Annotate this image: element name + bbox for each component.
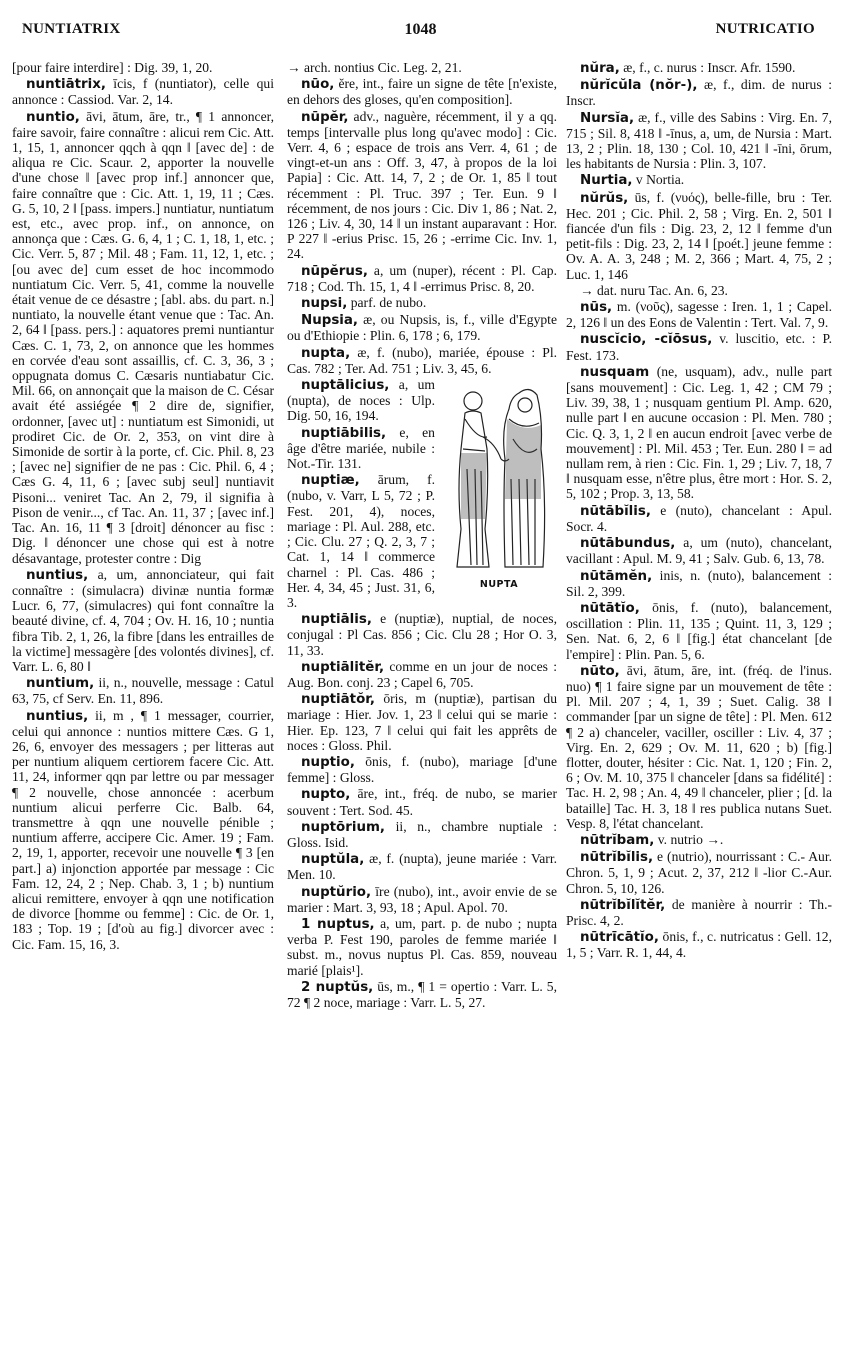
headword: nuptiālitĕr, [301, 659, 385, 675]
entry-text: parf. de nubo. [350, 295, 427, 311]
entry-text: [pour faire interdire] : Dig. 39, 1, 20. [12, 60, 213, 75]
page-header [14, 22, 827, 46]
dictionary-entry [12, 708, 274, 952]
headword: nuptiātŏr, [301, 692, 376, 708]
dictionary-entry [566, 331, 832, 362]
entry-text: īcis, f (nuntiator), celle qui annonce : Cassiod. Var. 2, 14. [12, 76, 274, 108]
headword: nuptŭrio, [301, 884, 372, 900]
entry-text: a, um (nuto), chancelant, vacillant : Apul. M. 9, 41 ; Salv. Gub. 6, 13, 78. [566, 535, 832, 567]
headword: Nursĭa, [580, 110, 635, 126]
entry-text: inis, n. (nuto), balancement : Sil. 2, 399. [566, 567, 832, 599]
headword: nuscĭcio, -cĭōsus, [580, 332, 713, 348]
headword: nūtābundus, [580, 536, 676, 552]
dictionary-entry [12, 675, 274, 706]
dictionary-entry [566, 299, 832, 330]
headword: nuptio, [301, 754, 355, 770]
dictionary-entry [566, 364, 832, 502]
entry-text: adv., naguère, récemment, il y a qq. temps [intervalle plus long qu'avec modo] : Cic. Verr. 4, 6 ; espace de trois ans Verr. 4, 61 ; de vingt-et-un ans : Off. 3, 47, à propos de la loi Papia] : Cic. Att. 14, 7, 2 ; de Or. 1, 85 ‖ tout récemment : Pl. Truc. 397 ; Ter. Eun. 9 ‖ récemment, de nos jours : Cic. Div 1, 86 ; Nat. 2, 126 ; Liv. 4, 30, 14 ‖ un instant auparavant : Hor. P 227 ‖ -erius Prisc. 15, 26 ; -errime Cic. Inv. 1, 24. [287, 108, 557, 262]
entry-text: e (nutrio), nourrissant : C.- Aur. Chron. 5, 1, 9 ; Acut. 2, 37, 212 ‖ -lior C.-Aur. Chron. 5, 10, 126. [566, 849, 832, 896]
headword: nuntius, [26, 567, 89, 583]
dictionary-entry [12, 109, 274, 566]
headword: nupto, [301, 787, 351, 803]
entry-text: ii, n., nouvelle, message : Catul 63, 75, cf Serv. En. 11, 896. [12, 675, 274, 707]
headword: nuptālicius, [301, 378, 390, 394]
nupta-engraving-icon [443, 379, 555, 575]
entry-text: comme en un jour de noces : Aug. Bon. conj. 23 ; Capel 6, 705. [287, 658, 557, 690]
figure-caption: NUPTA [479, 579, 519, 591]
dictionary-entry [287, 312, 557, 343]
entry-text: a, um (nuper), récent : Pl. Cap. 718 ; Cod. Th. 15, 1, 4 ‖ -errimus Prisc. 8, 20. [287, 262, 557, 294]
headword: nūtrīcātĭo, [580, 930, 659, 946]
entry-text: → dat. nuru Tac. An. 6, 23. [580, 282, 728, 298]
dictionary-entry [287, 659, 557, 690]
entry-text: m. (νοῦς), sagesse : Iren. 1, 1 ; Capel. 2, 126 ‖ un des Eons de Valentin : Tert. Val. 7, 9. [566, 299, 832, 331]
headword: nūpĕr, [301, 109, 349, 125]
dictionary-entry [287, 819, 557, 850]
headword: nuptiæ, [301, 473, 360, 489]
dictionary-entry [566, 600, 832, 662]
entry-text: v Nortia. [635, 172, 685, 188]
right-running-head: NUTRICATIO [715, 21, 815, 37]
headword: nūtātĭo, [580, 600, 640, 616]
entry-text: æ, f. (nupta), jeune mariée : Varr. Men. 10. [287, 851, 557, 883]
dictionary-entry [287, 295, 557, 311]
left-running-head: NUNTIATRIX [22, 21, 121, 37]
entry-text: ārum, f. (nubo, v. Varr, L 5, 72 ; P. Fest. 201, 4), noces, mariage : Pl. Aul. 288, etc. ; Cic. Clu. 27 ; Q. 2, 3, 7 ; Cat. 1, 14 ‖ commerce charnel : Pl. Cas. 486 ; Her. 4, 34, 45 ; Just. 31, 6, 3. [287, 472, 435, 610]
headword: 1 nuptus, [301, 916, 375, 932]
headword: nusquam [580, 364, 650, 380]
headword: nūo, [301, 77, 335, 93]
headword: nuptŭla, [301, 852, 365, 868]
headword: nŭrŭs, [580, 190, 629, 206]
dictionary-entry [287, 979, 557, 1010]
dictionary-entry [287, 109, 557, 262]
entry-text: e (nuto), chancelant : Apul. Socr. 4. [566, 502, 832, 534]
dictionary-entry [287, 76, 557, 107]
dictionary-entry [287, 916, 557, 978]
dictionary-entry [12, 76, 274, 107]
entry-text: īre (nubo), int., avoir envie de se marier : Mart. 3, 93, 18 ; Apul. Apol. 70. [287, 883, 557, 915]
headword: nuptiābilis, [301, 425, 387, 441]
entry-text: æ, f., dim. de nurus : Inscr. [566, 77, 832, 109]
dictionary-entry [566, 849, 832, 896]
entry-text: ūs, m., ¶ 1 = opertio : Varr. L. 5, 72 ¶ 2 noce, mariage : Varr. L. 5, 27. [287, 978, 557, 1010]
entry-text: āre, int., fréq. de nubo, se marier souvent : Tert. Sod. 45. [287, 786, 557, 818]
headword: nŭra, [580, 61, 620, 76]
page-number: 1048 [404, 21, 437, 38]
headword: nūtābĭlis, [580, 503, 651, 519]
entry-text: ii, m , ¶ 1 messager, courrier, celui qui annonce : nuntios mittere Cæs. G 1, 26, 6, envoyer des messagers ; per litteras aut per nuntium aliquem certiorem facere Cic. Att. 11, 24, informer qqn par lettre ou par messager ¶ 2 nouvelle, chose annoncée : acerbum nuntium alicui perferre Cic. Balb. 64, transmettre à qqn une nouvelle pénible ; nuntium afferre, accipere Cic. Amer. 19 ; Fam. 2, 19, 1, apporter, recevoir une nouvelle ¶ 3 [en part.] a) injonction apportée par message : Cic Fam. 12, 24, 2 ; Nep. Chab. 3, 1 ; b) nuntium alicui remittere, envoyer à qqn une notification de divorce [homme ou femme] : Cic. de Or. 1, 183 ; Top. 19 ; [d'où au fig.] divorcer avec : Cic. Fam. 15, 16, 3. [12, 707, 274, 952]
dictionary-entry [287, 60, 557, 75]
headword: nūtrĭbam, [580, 832, 655, 848]
headword: nuptiālis, [301, 612, 372, 628]
dictionary-entry [566, 568, 832, 599]
entry-text: ōnis, f. (nuto), balancement, oscillation : Plin. 11, 135 ; Quint. 11, 3, 129 ; Sen. Nat. 6, 2, 6 ‖ [fig.] état chancelant [de l'empire] : Plin. Pan. 5, 6. [566, 599, 832, 662]
column-3 [566, 60, 832, 1350]
column-2 [287, 60, 557, 1350]
dictionary-entry [287, 884, 557, 915]
dictionary-entry [287, 263, 557, 294]
dictionary-entry [566, 190, 832, 282]
dictionary-entry [566, 503, 832, 534]
entry-text: de manière à nourrir : Th.-Prisc. 4, 2. [566, 896, 832, 928]
entry-text: ōnis, f., c. nutricatus : Gell. 12, 1, 5 ; Varr. R. 1, 44, 4. [566, 929, 832, 961]
entry-text: æ, f., ville des Sabins : Virg. En. 7, 715 ; Sil. 8, 418 ‖ -īnus, a, um, de Nursia : Mart. 13, 2 ; Plin. 18, 130 ; Col. 10, 421 ‖ -īni, ōrum, les habitants de Nursia : Plin. 3, 107. [566, 109, 832, 172]
dictionary-entry [287, 611, 557, 658]
entry-text: a, um, annonciateur, qui fait connaître : (simulacra) divinæ nuntia formæ Lucr. 6, 77, (simulacres) qui font connaître la beauté divine, cf. 4, 704 ; Ov. H. 16, 10 ; nuntia fibra Tib. 2, 1, 26, la fibre [dans les entrailles de la victime] messagère [des volontés divines], cf. Varr. L. 6, 80 ‖ [12, 566, 274, 674]
headword: nūtrĭbĭlis, [580, 850, 654, 866]
dictionary-entry [566, 535, 832, 566]
entry-text: e, en âge d'être mariée, nubile : Not.-Tir. 131. [287, 424, 435, 472]
dictionary-entry [287, 345, 557, 376]
headword: nupta, [301, 345, 351, 361]
dictionary-entry [566, 283, 832, 298]
dictionary-entry [287, 851, 557, 882]
headword: Nurtia, [580, 173, 633, 189]
dictionary-entry [566, 77, 832, 108]
headword: nūtāmĕn, [580, 568, 653, 584]
headword: 2 nuptŭs, [301, 979, 374, 995]
entry-text: v. nutrio →. [657, 831, 724, 847]
entry-text: ĕre, int., faire un signe de tête [n'existe, en dehors des gloses, qu'en composition]. [287, 76, 557, 108]
headword: nŭrĭcŭla (nŏr-), [580, 78, 698, 94]
dictionary-entry [566, 832, 832, 848]
entry-text: ūs, f. (νυός), belle-fille, bru : Ter. Hec. 201 ; Cic. Phil. 2, 58 ; Virg. En. 2, 501 ‖ fiancée d'un fils : Dig. 23, 2, 12 ‖ femme d'un petit-fils : Dig. 23, 2, 14 ‖ [poét.] jeune femme : Ov. A. A. 3, 248 ; M. 2, 366 ; Mart. 4, 75, 2 ; Luc. 1, 146 [566, 189, 832, 282]
dictionary-entry [287, 786, 557, 817]
dictionary-entry [566, 60, 832, 76]
entry-text: æ, f., c. nurus : Inscr. Afr. 1590. [623, 60, 796, 75]
entry-text: → arch. nontius Cic. Leg. 2, 21. [287, 60, 462, 75]
headword: nūs, [580, 300, 613, 316]
dictionary-entry [566, 897, 832, 928]
headword: nūpĕrus, [301, 263, 368, 279]
headword: nūto, [580, 663, 620, 679]
entry-text: a, um, part. p. de nubo ; nupta verba P. Fest 190, paroles de femme mariée ‖ subst. m., novus nuptus Pl. Cas. 859, nouveau marié [plais¹]. [287, 915, 557, 978]
headword: nuntius, [26, 708, 89, 724]
dictionary-entry [566, 663, 832, 831]
headword: Nupsia, [301, 313, 359, 329]
entry-text: ii, n., chambre nuptiale : Gloss. Isid. [287, 818, 557, 850]
nupta-illustration [441, 379, 557, 589]
entry-text: æ, f. (nubo), mariée, épouse : Pl. Cas. 782 ; Ter. Ad. 751 ; Liv. 3, 45, 6. [287, 344, 557, 376]
dictionary-entry [566, 929, 832, 960]
entry-text: ōris, m (nuptiæ), partisan du mariage : Hier. Jov. 1, 23 ‖ celui qui se marie : Hier. Ep. 123, 7 ‖ celui qui fait les apprêts de noces : Gloss. Phil. [287, 691, 557, 753]
headword: nuntiātrix, [26, 77, 106, 93]
entry-text: e (nuptiæ), nuptial, de noces, conjugal : Pl Cas. 856 ; Cic. Clu 28 ; Hor O. 3, 11, 33. [287, 611, 557, 658]
entry-text: āvi, ātum, āre, tr., ¶ 1 annoncer, faire savoir, faire connaître : alicui rem Cic. Att. 1, 15, 1, annoncer qqch à qqn ‖ [avec de] : de aliqua re Cic. Scaur. 2, apporter la nouvelle d'une chose ‖ [avec prop inf.] annoncer que, faire connaître que : Cic. Att. 1, 19, 11 ; Cæs. G. 5, 10, 2 ‖ [pass. impers.] nuntiatur, nuntiatum est, etc., avec prop. inf., on annonce, on annonça que : Cæs. G. 6, 4, 1 ; C. 1, 18, 1, etc. ; Cic. Verr. 5, 87 ; Mil. 48 ; Fam. 11, 12, 1, etc. ; [ou avec de] cum esset de hoc incommodo nuntiatum Cic. Verr. 5, 41, comme la nouvelle était venue de ce désastre ; [abl. abs. du part. n.] nuntiato, la nouvelle étant venue que : Tac. An. 2, 64 ‖ [pass. pers.] : aquatores premi nuntiantur Cæs. C. 1, 73, 2, on annonce que les hommes en corvée d'eau sont assaillis, cf. C. 3, 36, 3 ; oppugnata domus C. Cæsaris nuntiabatur Cic. Mil. 66, on annonçait que la maison de C. César avait été assiégée ¶ 2 dire de, signifier, ordonner, [avec ut] : nuntiatum est Simonidi, ut prodiret Cic. de Or. 2, 353, on vint dire à Simonide de sortir à la porte, cf. Cic. Phil. 8, 23 ; [avec ne] signifier de ne pas : Cic. Phil. 6, 4 ; Cæs G. 4, 11, 6 ; [avec subj seul] nuntiavit Pisoni... veniret Tac. An 2, 79, il signifia à Pison de venir..., cf Tac. An. 11, 37 ; [avec inf.] Tac. An. 16, 11 ¶ 3 [droit] dénoncer au fisc : Dig. ‖ dénoncer une chose qui est à notre désavantage, protester contre : Dig [12, 108, 274, 566]
column-1 [12, 60, 274, 1350]
headword: nuntium, [26, 676, 95, 692]
entry-text: æ, ou Nupsis, is, f., ville d'Egypte ou d'Ethiopie : Plin. 6, 178 ; 6, 179. [287, 312, 557, 344]
entry-text: (ne, usquam), adv., nulle part [sans mouvement] : Cic. Leg. 1, 42 ; CM 79 ; Liv. 39, 38, 1 ; nusquam gentium Pl. Amp. 620, nulle part ‖ en aucune occasion : Pl. Men. 780 ; Cic. Q. 3, 1, 2 ‖ en aucun endroit [avec verbe de mouvement] : Pl. Mil. 453 ; Ter. Eun. 280 ‖ = ad nullam rem, à rien : Cic. Fin. 1, 29 ; Liv. 7, 18, 7 ‖ nusquam esse, n'être plus, être mort : Hor. S. 2, 5, 102 ; Prop. 3, 13, 58. [566, 363, 832, 502]
headword: nupsi, [301, 296, 348, 312]
dictionary-entry [12, 567, 274, 674]
entry-text: ōnis, f. (nubo), mariage [d'une femme] : Gloss. [287, 753, 557, 786]
entry-text: āvi, ātum, āre, int. (fréq. de l'inus. nuo) ¶ 1 faire signe par un mouvement de tête : Pl. Mil. 207 ; 4, 1, 39 ; Suet. Calig. 38 ‖ commander [par un signe de tête] : Pl. Men. 612 ¶ 2 a) chanceler, vaciller, osciller : Liv. 4, 37 ; Virg. En. 2, 629 ; Ov. M. 11, 620 ; b) [fig.] flotter, douter, hésiter : Cic. Nat. 1, 120 ; Fin. 2, 6 ; Ov. M. 10, 375 ‖ chanceler [dans sa fidélité] : Tac. H. 2, 98 ; An. 4, 49 ‖ chanceler, plier ; [d. la bataille] Tac. H. 3, 18 ‖ res publica nutans Suet. Vesp. 8, l'état chancelant. [566, 662, 832, 831]
dictionary-entry [287, 754, 557, 785]
headword: nuptōrium, [301, 819, 386, 835]
entry-text: v. luscitio, etc. : P. Fest. 173. [566, 331, 832, 363]
headword: nūtrĭbĭlĭtĕr, [580, 897, 666, 913]
dictionary-entry [12, 60, 274, 75]
dictionary-entry [566, 172, 832, 188]
dictionary-entry [287, 691, 557, 753]
entry-text: a, um (nupta), de noces : Ulp. Dig. 50, 16, 194. [287, 377, 435, 424]
dictionary-entry [566, 110, 832, 172]
headword: nuntio, [26, 109, 80, 125]
